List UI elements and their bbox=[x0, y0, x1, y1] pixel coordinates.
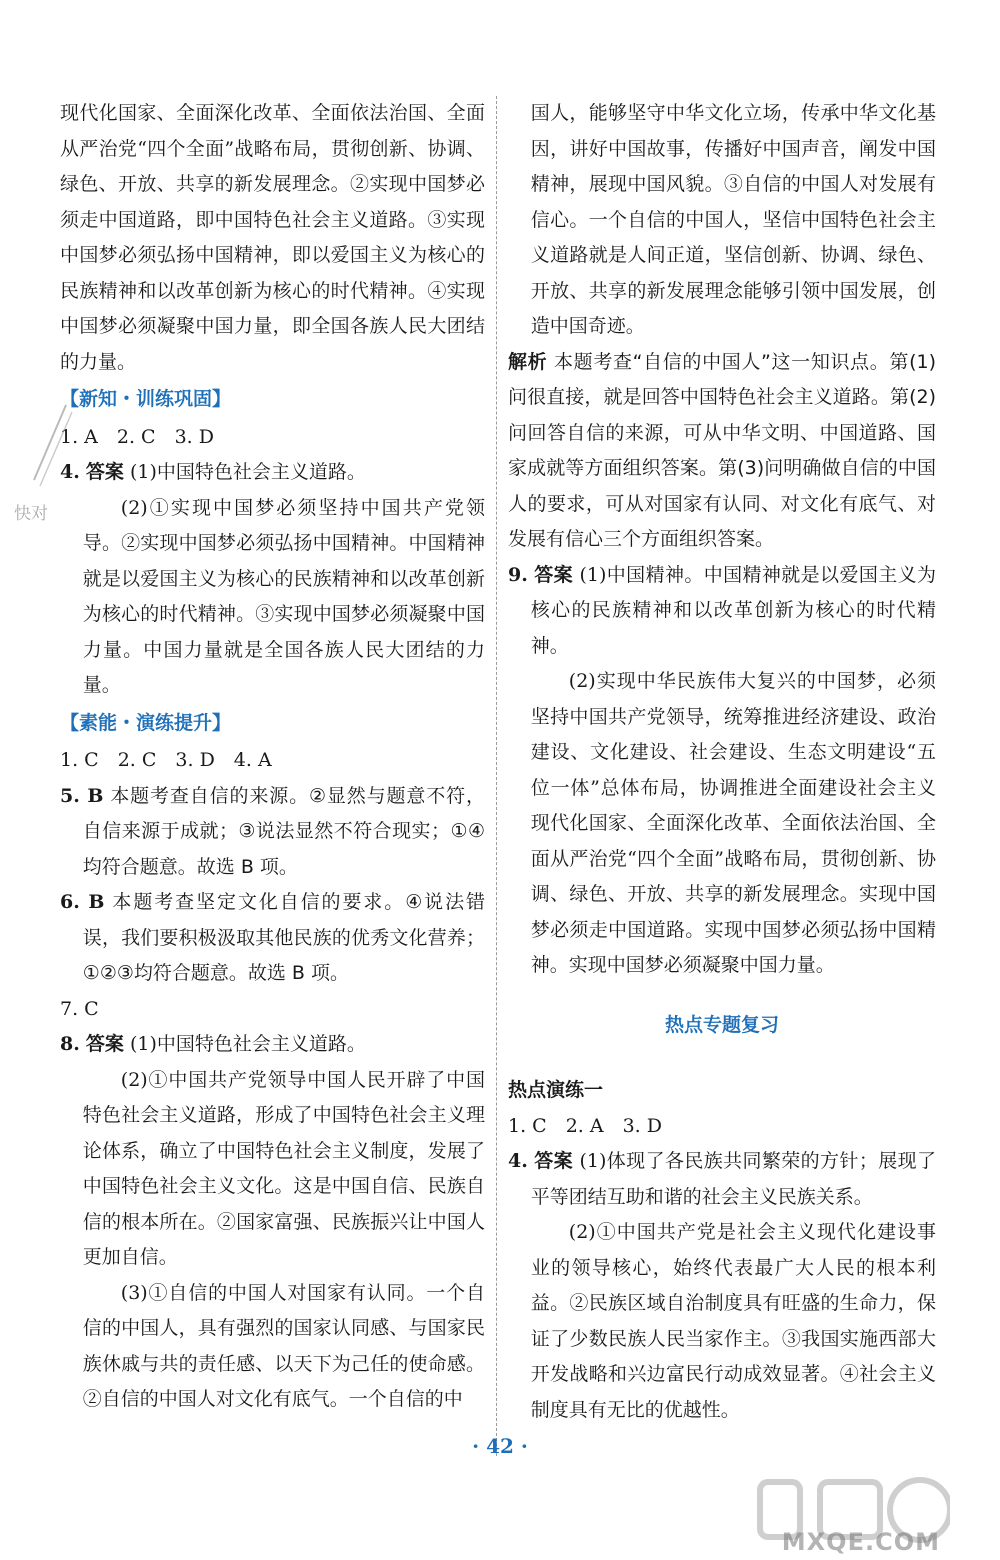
answer-q6 bbox=[60, 885, 485, 992]
s1-mc-answers: 1. A 2. C 3. D bbox=[60, 425, 214, 448]
q5-explanation: 本题考查自信的来源。②显然与题意不符，自信来源于成就；③说法显然不符合现实；①④均符合题意。故选 B 项。 bbox=[82, 784, 485, 878]
hot-q4-number: 4. bbox=[508, 1150, 528, 1172]
answer-q5 bbox=[60, 779, 485, 886]
q4-part2: (2)①实现中国梦必须坚持中国共产党领导。②实现中国梦必须弘扬中国精神。中国精神就是以爱国主义为核心的民族精神和以改革创新为核心的时代精神。③实现中国梦必须凝聚中国力量。中国力量就是全国各族人民大团结的力量。 bbox=[82, 496, 485, 696]
q9-number: 9. bbox=[508, 563, 528, 586]
answer-tag: 答案 bbox=[85, 1033, 124, 1055]
analysis-paragraph bbox=[508, 345, 936, 558]
answer-tag: 答案 bbox=[85, 461, 124, 483]
q6-explanation: 本题考查坚定文化自信的要求。④说法错误，我们要积极汲取其他民族的优秀文化营养；①②③均符合题意。故选 B 项。 bbox=[82, 891, 486, 984]
column-divider bbox=[496, 96, 497, 1456]
q9-part2: (2)实现中华民族伟大复兴的中国梦，必须坚持中国共产党领导，统筹推进经济建设、政治建设、文化建设、社会建设、生态文明建设“五位一体”总体布局，协调推进全面建设社会主义现代化国家、全面深化改革、全面依法治国、全面从严治党“四个全面”战略布局，贯彻创新、协调、绿色、开放、共享的新发展理念。实现中国梦必须走中国道路。实现中国梦必须弘扬中国精神。实现中国梦必须凝聚中国力量。 bbox=[530, 670, 936, 976]
right-column bbox=[508, 96, 936, 1428]
analysis-text: 本题考查“自信的中国人”这一知识点。第(1)问很直接，就是回答中国特色社会主义道路。第(2)问回答自信的来源，可从中华文明、中国道路、国家成就等方面组织答案。第(3)问明确做自信的中国人的要求，可从对国家有认同、对文化有底气、对发展有信心三个方面组织答案。 bbox=[508, 350, 936, 550]
left-column bbox=[60, 96, 485, 1418]
answer-q9 bbox=[508, 558, 936, 665]
left-intro-paragraph: 现代化国家、全面深化改革、全面依法治国、全面从严治党“四个全面”战略布局，贯彻创新、协调、绿色、开放、共享的新发展理念。②实现中国梦必须走中国道路，即中国特色社会主义道路。③实现中国梦必须弘扬中国精神，即以爱国主义为核心的民族精神和以改革创新为核心的时代精神。④实现中国梦必须凝聚中国力量，即全国各族人民大团结的力量。 bbox=[60, 102, 485, 373]
s2-mc-answers: 1. C 2. C 3. D 4. A bbox=[60, 749, 272, 771]
q8-part3: (3)①自信的中国人对国家有认同。一个自信的中国人，具有强烈的国家认同感、与国家民族休戚与共的责任感、以天下为己任的使命感。②自信的中国人对文化有底气。一个自信的中 bbox=[82, 1281, 485, 1410]
q4-number: 4. bbox=[60, 461, 80, 483]
answer-line-s1-mc bbox=[60, 420, 485, 456]
q6-number: 6. B bbox=[60, 891, 105, 913]
section-heading-xinzhi: 【新知・训练巩固】 bbox=[60, 388, 232, 410]
q5-number: 5. B bbox=[60, 784, 104, 807]
handwriting-mark: 快对 bbox=[14, 504, 48, 524]
hot-topic-title: 热点专题复习 bbox=[664, 1013, 779, 1036]
pen-scribble-icon bbox=[26, 400, 86, 490]
hot-q4-part1: (1)体现了各民族共同繁荣的方针；展现了平等团结互助和谐的社会主义民族关系。 bbox=[530, 1150, 936, 1208]
analysis-tag: 解析 bbox=[508, 350, 548, 373]
q8-continuation: 国人，能够坚守中华文化立场，传承中华文化基因，讲好中国故事，传播好中国声音，阐发中国精神，展现中国风貌。③自信的中国人对发展有信心。一个自信的中国人，坚信中国特色社会主义道路就是人间正道，坚信创新、协调、绿色、开放、共享的新发展理念能够引领中国发展，创造中国奇迹。 bbox=[530, 102, 936, 337]
hot-mc-answers: 1. C 2. A 3. D bbox=[508, 1114, 662, 1137]
hot-subheading: 热点演练一 bbox=[508, 1079, 604, 1101]
watermark-url: MXQE.COM bbox=[781, 1528, 940, 1556]
answer-tag: 答案 bbox=[534, 1150, 574, 1172]
q8-part1: (1)中国特色社会主义道路。 bbox=[129, 1033, 366, 1055]
q4-part1: (1)中国特色社会主义道路。 bbox=[129, 461, 366, 483]
section-heading-suneng: 【素能・演练提升】 bbox=[60, 711, 232, 734]
hot-q4-part2: (2)①中国共产党是社会主义现代化建设事业的领导核心，始终代表最广大人民的根本利益。②民族区域自治制度具有旺盛的生命力，保证了少数民族人民当家作主。③我国实施西部大开发战略和兴边富民行动成效显著。④社会主义制度具有无比的优越性。 bbox=[530, 1221, 936, 1421]
page-number: · 42 · bbox=[472, 1434, 528, 1458]
answer-hot-q4 bbox=[508, 1144, 936, 1215]
answer-q8 bbox=[60, 1027, 485, 1063]
q8-part2: (2)①中国共产党领导中国人民开辟了中国特色社会主义道路，形成了中国特色社会主义理论体系，确立了中国特色社会主义制度，发展了中国特色社会主义文化。这是中国自信、民族自信的根本所在。②国家富强、民族振兴让中国人更加自信。 bbox=[82, 1068, 485, 1268]
q9-part1: (1)中国精神。中国精神就是以爱国主义为核心的民族精神和以改革创新为核心的时代精神。 bbox=[530, 563, 936, 657]
q8-number: 8. bbox=[60, 1033, 80, 1055]
answer-q7: 7. C bbox=[60, 997, 99, 1020]
answer-s1-q4 bbox=[60, 455, 485, 491]
answer-tag: 答案 bbox=[534, 563, 574, 586]
